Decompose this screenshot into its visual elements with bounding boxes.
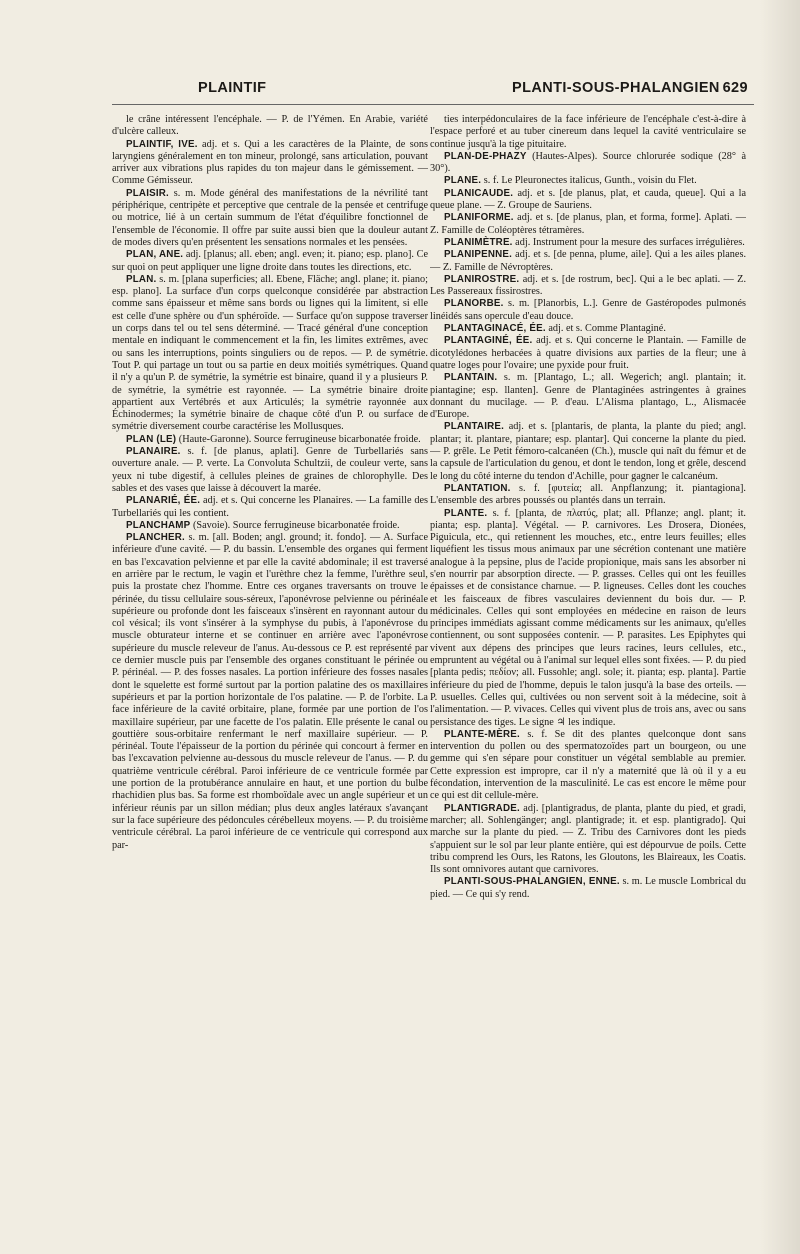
entry-definition: adj. et s. [plantaris, de planta, la plante du pied; angl. plantar; it. plantare, piantare; esp. plantar]. Qui concerne la plante du pied. — P. grêle. Le Petit fémoro-calcanéen (Ch.), muscle qui naît du fémur et de la capsule de l'articulation du genou, et dont le tendon, long et grêle, descend le long du côté interne du tendon d'Achille, pour gagner le calcanéum. [430, 421, 746, 482]
header-left-word: PLAINTIF [198, 80, 267, 96]
entry-definition: adj. et s. [de planus, plan, et forma, forme]. Aplati. — Z. Famille de Coléoptères tétramères. [430, 212, 746, 236]
entry-definition: adj. et s. [de rostrum, bec]. Qui a le bec aplati. — Z. Les Passereaux fissirostres. [430, 273, 746, 298]
entry-definition: s. m. [plana superficies; all. Ebene, Fläche; angl. plane; it. piano; esp. plano]. La surface d'un corps quelconque considérée par abstraction comme sans épaisseur et même sans bords ou lignes qui la limitent, si elle est celle d'une sphère ou d'un sphéroïde. — Surface qu'on suppose traverser un corps dans tel ou tel sens déterminé. — Tracé général d'une conception mentale en indiquant le commencement et la fin, les limites extrêmes, avec ou sans les interruptions, points singuliers ou de repos. — P. de symétrie. Tout P. qui partage un tout ou sa partie en deux moitiés symétriques. Quand il n'y a qu'un P. de symétrie, la symétrie est binaire, quand il y a plusieurs P. de symétrie, la symétrie est rayonnée. — La symétrie binaire droite appartient aux Vertébrés et aux Articulés; la symétrie rayonnée aux Échinodermes; la symétrie binaire de chaque côté d'un P. ou surface de symétrie diversement courbe caractérise les Mollusques. [112, 273, 428, 433]
entry-definition: s. m. Mode général des manifestations de la névrilité tant périphérique, centripète et perceptive que centrale de la pensée et centrifuge ou motrice, lié à un certain summum de l'état d'équilibre fonctionnel de l'ensemble de l'économie. Il offre par suite aussi bien que la douleur autant de modes divers qu'en présentent les sensations normales et les pensées. [112, 187, 428, 248]
page-number: 629 [722, 80, 748, 96]
dictionary-entry [430, 114, 746, 151]
entry-definition: s. m. [Plantago, L.; all. Wegerich; angl. plantain; it. piantagine; esp. llanten]. Genre de Plantaginées astringentes à graines donnant du mucilage. — P. d'eau. L'Alisma plantago, L., Alismacée d'Europe. [430, 372, 746, 421]
entry-headword: PLAN, ANE. [126, 249, 184, 261]
entry-headword: PLANARIÉ, ÉE. [126, 495, 201, 507]
dictionary-entry [112, 532, 428, 852]
entry-headword: PLANIFORME. [444, 212, 514, 224]
entry-headword: PLANAIRE. [126, 446, 181, 458]
dictionary-entry [430, 508, 746, 729]
entry-headword: PLANTIGRADE. [444, 802, 520, 814]
entry-headword: PLANICAUDE. [444, 187, 514, 199]
dictionary-entry [112, 520, 428, 532]
entry-headword: PLAINTIF, IVE. [126, 138, 198, 150]
entry-headword: PLANTAGINACÉ, ÉE. [444, 323, 546, 335]
dictionary-entry [430, 274, 746, 299]
dictionary-entry [430, 372, 746, 421]
page-edge-shadow [760, 0, 800, 1254]
dictionary-entry [430, 298, 746, 323]
dictionary-entry [430, 188, 746, 213]
entry-definition: s. f. Le Pleuronectes italicus, Gunth., voisin du Flet. [483, 175, 697, 187]
dictionary-entry [430, 421, 746, 482]
entry-definition: adj. et s. Qui concerne le Plantain. — Famille de dicotylédones herbacées à quatre divisions aux parties de la fleur; une à quatre loges pour l'ovaire; une pyxide pour fruit. [430, 335, 746, 371]
dictionary-entry [430, 483, 746, 508]
entry-definition: s. m. Le muscle Lombrical du pied. — Ce qui s'y rend. [430, 876, 746, 900]
entry-headword: PLANIMÈTRE. [444, 236, 513, 248]
dictionary-entry [112, 446, 428, 495]
entry-headword: PLANIPENNE. [444, 249, 513, 261]
entry-definition: adj. Instrument pour la mesure des surfaces irrégulières. [515, 236, 745, 248]
entry-definition: (Hautes-Alpes). Source chlorurée sodique (28° à 30°). [430, 150, 746, 175]
entry-headword: PLANCHER. [126, 532, 185, 544]
entry-definition: adj. [plantigradus, de planta, plante du pied, et gradi, marcher; all. Sohlengänger; angl. plantigrade; it. et esp. plantigrado]. Qui marche sur la plante du pied. — Z. Tribu des Carnivores dont les pieds s'appuient sur le sol par leur plante entière, qui est dépourvue de poils. Cette tribu comprend les Ours, les Ratons, les Gloutons, les Blaireaux, les Coatis. Ils sont omnivores autant que carnivores. [430, 802, 746, 876]
entry-headword: PLANTE. [444, 507, 488, 519]
entry-definition: s. f. [φυτεία; all. Anpflanzung; it. piantagiona]. L'ensemble des arbres poussés ou plantés dans un terrain. [430, 482, 746, 507]
dictionary-entry [430, 323, 746, 335]
entry-definition: adj. et s. Qui concerne les Planaires. — La famille des Turbellariés qui les contient. [112, 495, 428, 519]
entry-definition: s. f. [planta, de πλατύς, plat; all. Pflanze; angl. plant; it. pianta; esp. planta]. Végétal. — P. carnivores. Les Drosera, Dionées, Piguicula, etc., qui retiennent les mouches, etc., entre leurs feuilles; elles liquéfient les tissus mous animaux par une sécrétion contenant une matière analogue à la pepsine, plus de l'acide propionique, mais sans les absorber ni s'en nourrir par absorption directe. — P. grasses. Celles qui ont les feuilles épaisses et de consistance charnue. — P. ligneuses. Celles dont les couches et les faisceaux de fibres vasculaires deviennent du bois dur. — P. médicinales. Celles qui sont employées en médecine en raison de leurs principes immédiats agissant comme médicaments sur les animaux, qu'elles contiennent, ou sont supposées contenir. — P. parasites. Les Epiphytes qui vivent aux dépens des principes que leurs racines, leurs cellules, etc., empruntent au végétal ou à l'animal sur lequel elles sont fixées. — P. du pied [planta pedis; πεδίον; all. Fussohle; angl. sole; it. pianta; esp. planta]. Partie inférieure du pied de l'homme, depuis le talon jusqu'à la base des orteils. — P. usuelles. Celles qui, cultivées ou non servent soit à la médecine, soit à l'alimentation. — P. vivaces. Celles qui vivent plus de trois ans, avec ou sans persistance des tiges. Le signe ♃ les indique. [430, 507, 746, 728]
entry-definition: s. m. [all. Boden; angl. ground; it. fondo]. — A. Surface inférieure d'une cavité. — P. du bassin. L'ensemble des organes qui ferment en bas l'excavation pelvienne et par elle la cavité abdominale; il est traversé en arrière par le rectum, le vagin et l'urèthre chez la femme, l'urèthre seul, puis la prostate chez l'homme. Entre ces organes traversants on trouve le périnée, du tissu cellulaire sous-séreux, l'aponévrose pelvienne ou périnéale supérieure ou profonde dont les faisceaux s'insèrent en rayonnant autour du col vésical; ils vont s'insérer à la symphyse du pubis, à l'aponévrose du muscle obturateur interne et se continuer en arrière avec l'aponévrose supérieure du muscle releveur de l'anus. Au-dessous ce P. est représenté par ce dernier muscle puis par l'ensemble des organes constituant le périnée ou P. périnéal. — P. des fosses nasales. La portion inférieure des fosses nasales dont le squelette est formé surtout par la portion palatine des os maxillaires supérieurs et par la portion horizontale de l'os palatine. — P. de l'orbite. La face inférieure de la cavité orbitaire, plane, formée par une portion de l'os maxillaire supérieur, par une facette de l'os palatin. Elle présente le canal ou gouttière sous-orbitaire renfermant le nerf maxillaire supérieur. — P. périnéal. Toute l'épaisseur de la portion du périnée qui concourt à fermer en bas l'excavation pelvienne au-dessous du muscle releveur de l'anus. — P. du quatrième ventricule cérébral. Paroi inférieure de ce ventricule formée par une portion de la protubérance annulaire en haut, et une portion du bulbe rhachidien plus bas. Sa forme est rhomboïdale avec un angle supérieur et un inférieur réunis par un sillon médian; plus deux angles latéraux s'avançant sur la face supérieure des pédoncules cérébelleux moyens. — P. du troisième ventricule cérébral. La paroi inférieure de ce ventricule qui correspond aux par- [112, 532, 428, 851]
entry-definition: s. m. [Planorbis, L.]. Genre de Gastéropodes pulmonés linéidés sans opercule d'eau douce. [430, 298, 746, 322]
dictionary-entry [430, 729, 746, 803]
entry-headword: PLAISIR. [126, 187, 169, 199]
running-header [0, 80, 800, 102]
entry-headword: PLANE. [444, 175, 482, 187]
entry-definition: s. f. [de planus, aplati]. Genre de Turbellariés sans ouverture anale. — P. verte. La Convoluta Schultzii, de couleur verte, sans yeux ni tube digestif, à cellules pleines de graines de chlorophylle. Des sables et des vases que laisse à découvert la marée. [112, 446, 428, 494]
dictionary-entry [430, 175, 746, 187]
entry-headword: PLANTATION. [444, 482, 511, 494]
header-center-word: PLANTI-SOUS-PHALANGIEN [512, 80, 720, 96]
entry-definition: (Haute-Garonne). Source ferrugineuse bicarbonatée froide. [178, 433, 421, 445]
entry-definition: adj. et s. Comme Plantaginé. [548, 323, 666, 335]
entry-headword: PLANTAGINÉ, ÉE. [444, 335, 533, 347]
entry-headword: PLANTAIN. [444, 372, 498, 384]
right-column [430, 114, 746, 1234]
dictionary-entry [430, 212, 746, 237]
entry-headword: PLAN. [126, 273, 157, 285]
header-rule [112, 104, 754, 105]
dictionary-entry [112, 139, 428, 188]
entry-definition: adj. et s. Qui a les caractères de la Plainte, de sons laryngiens généralement en ton mineur, prolongé, sans articulation, pouvant arriver aux vibrations plus rapides du ton majeur dans le gémissement. — Comme Gémisseur. [112, 138, 428, 187]
dictionary-entry [112, 114, 428, 139]
dictionary-entry [430, 876, 746, 901]
entry-headword: PLANTAIRE. [444, 421, 505, 433]
entry-headword: PLANORBE. [444, 298, 504, 310]
left-column [112, 114, 428, 1234]
dictionary-entry [430, 803, 746, 877]
entry-definition: adj. [planus; all. eben; angl. even; it. piano; esp. plano]. Ce sur quoi on peut appliquer une ligne droite dans toutes les directions, etc. [112, 249, 428, 273]
dictionary-entry [430, 335, 746, 372]
entry-headword: PLAN (LE) [126, 433, 177, 445]
entry-definition: adj. et s. [de planus, plat, et cauda, queue]. Qui a la queue plane. — Z. Groupe de Sauriens. [430, 187, 746, 212]
entry-headword: PLAN-DE-PHAZY [444, 150, 527, 162]
entry-headword: PLANIROSTRE. [444, 273, 520, 285]
dictionary-entry [112, 495, 428, 520]
entry-definition: adj. et s. [de penna, plume, aile]. Qui a les ailes planes. — Z. Famille de Névroptères. [430, 249, 746, 273]
dictionary-entry [112, 274, 428, 434]
entry-definition: le crâne intéressent l'encéphale. — P. de l'Yémen. En Arabie, variété d'ulcère calleux. [112, 114, 428, 138]
dictionary-entry [112, 434, 428, 446]
entry-definition: s. f. Se dit des plantes quelconque dont sans intervention du pollen ou des spermatozoïdes part un bourgeon, ou une gemme qui s'en sépare pour constituer un végétal semblable au premier. Cette expression est impropre, car il n'y a maternité que là où il y a eu fécondation, intervention de la masculinité. Le cas est encore le même pour ce qui est dit cellule-mère. [430, 728, 746, 802]
dictionary-entry [430, 237, 746, 249]
entry-headword: PLANTI-SOUS-PHALANGIEN, ENNE. [444, 876, 620, 888]
dictionary-entry [430, 249, 746, 274]
entry-headword: PLANTE-MÈRE. [444, 728, 520, 740]
entry-definition: (Savoie). Source ferrugineuse bicarbonatée froide. [192, 519, 400, 531]
entry-headword: PLANCHAMP [126, 519, 191, 531]
entry-definition: ties interpédonculaires de la face inférieure de l'encéphale c'est-à-dire à l'espace perforé et au tuber cinereum dans lequel la cavité ventriculaire se continue jusqu'à la tige pituitaire. [430, 114, 746, 150]
dictionary-entry [112, 188, 428, 249]
dictionary-entry [430, 151, 746, 176]
dictionary-entry [112, 249, 428, 274]
